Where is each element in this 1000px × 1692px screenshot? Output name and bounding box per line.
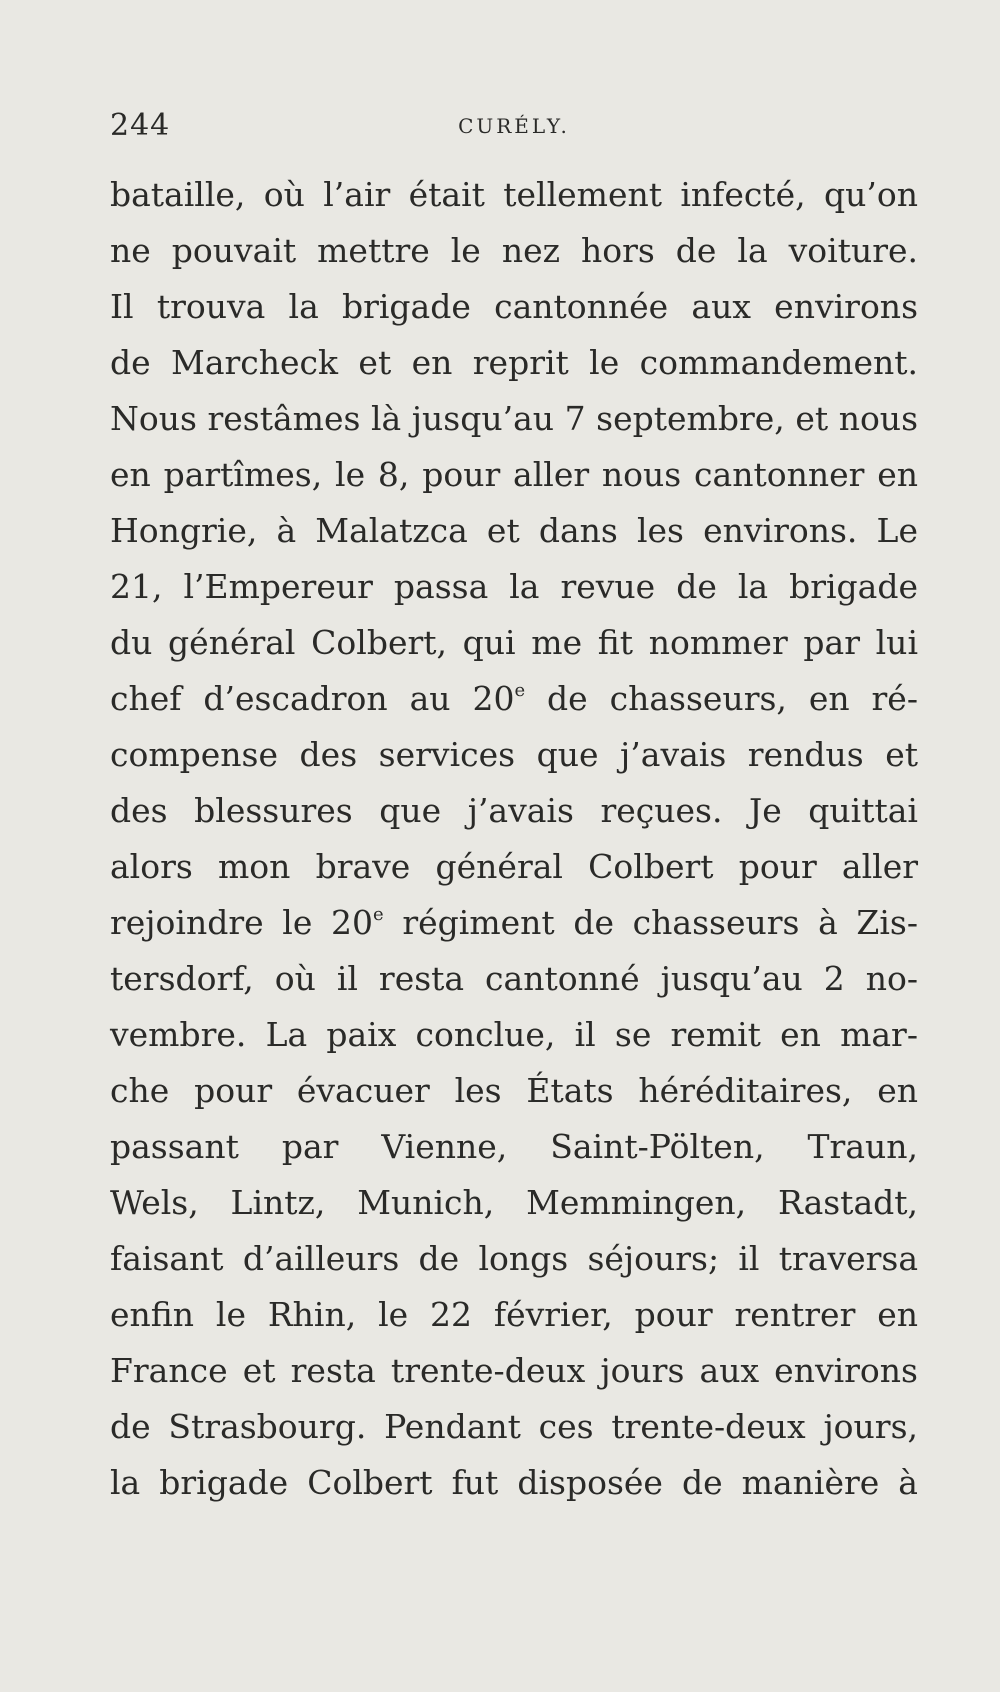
text-segment: rejoindre le 20 — [110, 903, 374, 942]
page-number: 244 — [110, 108, 171, 143]
text-line: alors mon brave général Colbert pour aller — [110, 847, 918, 886]
text-line: ne pouvait mettre le nez hors de la voiture. — [110, 231, 918, 270]
superscript: e — [514, 680, 526, 701]
text-line: vembre. La paix conclue, il se remit en mar- — [110, 1015, 918, 1054]
text-segment: de chasseurs, en ré- — [525, 679, 918, 718]
text-segment: régiment de chasseurs à Zis- — [383, 903, 918, 942]
text-line — [110, 895, 918, 951]
text-line: che pour évacuer les États héréditaires, en — [110, 1071, 918, 1110]
text-line: passant par Vienne, Saint-Pölten, Traun, — [110, 1127, 918, 1166]
text-line: la brigade Colbert fut disposée de manière à — [110, 1463, 918, 1502]
text-line: Wels, Lintz, Munich, Memmingen, Rastadt, — [110, 1183, 918, 1222]
text-line: faisant d’ailleurs de longs séjours; il traversa — [110, 1239, 918, 1278]
running-head: CURÉLY. — [458, 114, 570, 138]
text-line: Il trouva la brigade cantonnée aux environs — [110, 287, 918, 326]
text-line: Nous restâmes là jusqu’au 7 septembre, et nous — [110, 399, 918, 438]
superscript: e — [373, 904, 384, 925]
text-line: de Marcheck et en reprit le commandement. — [110, 343, 918, 382]
text-segment: chef d’escadron au 20 — [110, 679, 515, 718]
text-line: en partîmes, le 8, pour aller nous cantonner en — [110, 455, 918, 494]
text-line: Hongrie, à Malatzca et dans les environs. Le — [110, 511, 918, 550]
text-line: bataille, où l’air était tellement infecté, qu’on — [110, 175, 918, 214]
text-line: tersdorf, où il resta cantonné jusqu’au 2 no- — [110, 959, 918, 998]
text-line: France et resta trente-deux jours aux environs — [110, 1351, 918, 1390]
page-header — [110, 108, 918, 148]
text-line: compense des services que j’avais rendus et — [110, 735, 918, 774]
text-line: enfin le Rhin, le 22 février, pour rentrer en — [110, 1295, 918, 1334]
text-line: 21, l’Empereur passa la revue de la brigade — [110, 567, 918, 606]
body-text — [110, 167, 918, 1511]
text-line: des blessures que j’avais reçues. Je quittai — [110, 791, 918, 830]
text-line: du général Colbert, qui me fit nommer par lui — [110, 623, 918, 662]
text-line: de Strasbourg. Pendant ces trente-deux jours, — [110, 1407, 918, 1446]
text-line — [110, 671, 918, 727]
